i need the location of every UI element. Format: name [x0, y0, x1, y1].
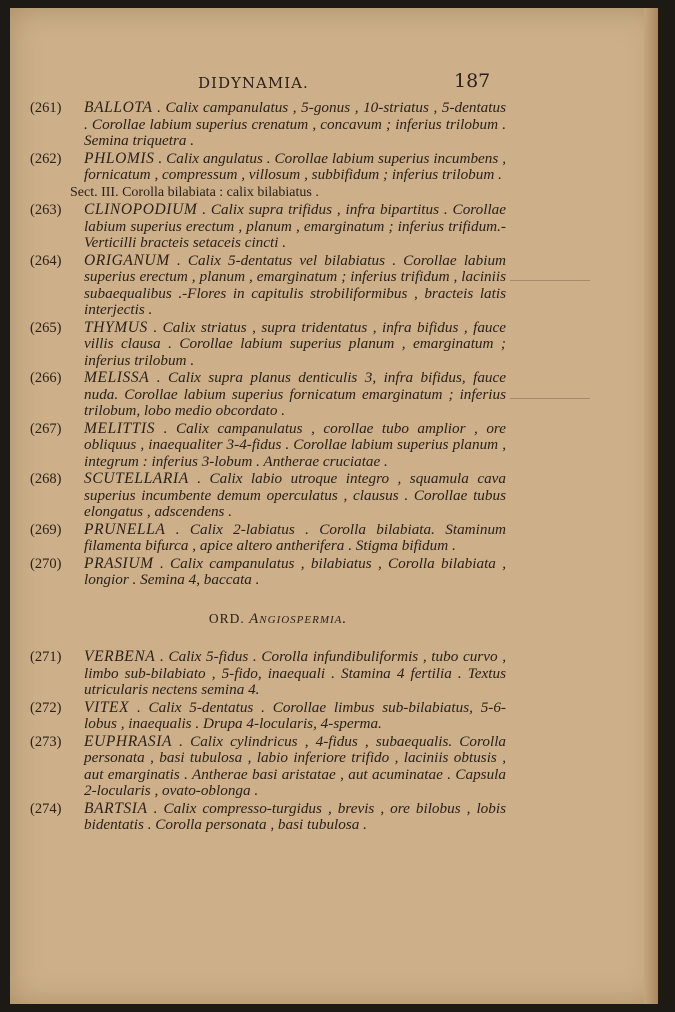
entry-number: (273) — [30, 733, 62, 750]
order-prefix: ORD. — [208, 610, 245, 626]
entry-text: . Calix labio utroque integro , squamula cava superius incumbente demum operculatus , clausus . Corollae tubus elongatus , adscendens . — [84, 470, 507, 520]
entry-number: (262) — [30, 150, 62, 167]
entry-genus: CLINOPODIUM — [84, 201, 198, 218]
entry-number: (274) — [30, 800, 62, 817]
entry-genus: MELISSA — [84, 369, 150, 386]
genus-entry — [30, 734, 506, 800]
genus-entry — [30, 700, 506, 733]
entry-genus: BALLOTA — [84, 99, 153, 116]
entry-genus: MELITTIS — [84, 419, 156, 437]
entry-text: . Calix campanulatus , 5-gonus , 10-striatus , 5-dentatus . Corollae labium superius crenatum , concavum ; inferius trilobum . Semina triquetra . — [84, 99, 506, 149]
entry-genus: EUPHRASIA — [84, 732, 173, 750]
genus-entry — [30, 471, 506, 521]
genus-entry — [30, 202, 506, 252]
entry-number: (266) — [30, 370, 62, 386]
entry-genus: BARTSIA — [84, 799, 148, 817]
genus-entry — [30, 151, 506, 184]
entry-text: . Calix angulatus . Corollae labium superius incumbens , fornicatum , compressum , villosum , subbifidum ; inferius trilobum . — [84, 149, 507, 183]
entry-genus: PHLOMIS — [84, 149, 155, 167]
genus-entry — [30, 522, 506, 555]
order-heading — [50, 611, 506, 628]
entry-text: . Calix compresso-turgidus , brevis , ore bilobus , lobis bidentatis . Corolla personata , basi tubulosa . — [84, 799, 506, 833]
page-number: 187 — [454, 70, 491, 92]
entries-after-order — [30, 649, 506, 834]
entry-text: . Calix supra planus denticulis 3, infra bifidus, fauce nuda. Corollae labium superius fornicatum emarginatum ; inferius trilobum, lobo medio obcordato . — [84, 369, 507, 419]
genus-entry — [30, 100, 506, 150]
running-head — [10, 70, 658, 96]
page-edge — [644, 8, 658, 1004]
entry-number: (267) — [30, 420, 62, 437]
genus-entry — [30, 370, 506, 420]
entry-text: . Calix 2-labiatus . Corolla bilabiata. Staminum filamenta bifurca , apice altero antherifera . Stigma bifidum . — [84, 520, 507, 554]
entry-number: (261) — [30, 100, 62, 116]
bleed-through-line — [510, 280, 590, 281]
book-page — [10, 8, 658, 1004]
bleed-through-line — [510, 398, 590, 399]
genus-entry — [30, 649, 506, 699]
entry-number: (265) — [30, 319, 62, 336]
entry-number: (270) — [30, 555, 62, 572]
entry-number: (271) — [30, 649, 62, 665]
page-content — [30, 100, 506, 835]
entry-genus: SCUTELLARIA — [84, 470, 189, 487]
order-name: Angiospermia. — [249, 610, 348, 627]
genus-entry — [30, 421, 506, 471]
entry-genus: THYMUS — [84, 318, 148, 336]
entry-text: . Calix 5-dentatus . Corollae limbus sub-bilabiatus, 5-6-lobus , inaequalis . Drupa 4-locularis, 4-sperma. — [84, 698, 506, 732]
entry-text: . Calix cylindricus , 4-fidus , subaequalis. Corolla personata , basi tubulosa , labio inferiore trifido , laciniis obtusis , aut emarginatis . Antherae basi aristatae , aut acuminatae . Capsula 2-locularis , ovato-oblonga . — [84, 732, 507, 799]
entry-number: (264) — [30, 252, 62, 269]
entry-text: . Calix striatus , supra tridentatus , infra bifidus , fauce villis clausa . Corollae labium superius planum , emarginatum ; inferius trilobum . — [84, 318, 506, 369]
entry-text: . Calix campanulatus , bilabiatus , Corolla bilabiata , longior . Semina 4, baccata . — [84, 554, 507, 588]
entry-text: . Calix 5-dentatus vel bilabiatus . Corollae labium superius erectum , planum , emarginatum ; inferius trifidum , laciniis subaequalibus .-Flores in capitulis strobiliformibus , bracteis latis interjectis . — [84, 251, 507, 318]
entries-section — [30, 202, 506, 589]
genus-entry — [30, 253, 506, 319]
entry-genus: ORIGANUM — [84, 251, 170, 269]
entry-number: (269) — [30, 521, 62, 538]
entry-genus: PRASIUM — [84, 554, 154, 572]
entry-genus: VITEX — [84, 698, 130, 716]
entry-text: . Calix supra trifidus , infra bipartitus . Corollae labium superius erectum , planum , emarginatum ; inferius trifidum.-Verticilli bracteis setaceis cincti . — [84, 201, 506, 251]
entry-genus: PRUNELLA — [84, 520, 166, 538]
entry-genus: VERBENA — [84, 648, 156, 665]
entry-number: (263) — [30, 202, 62, 218]
genus-entry — [30, 320, 506, 370]
entry-number: (272) — [30, 699, 62, 716]
entry-number: (268) — [30, 471, 62, 487]
entry-text: . Calix 5-fidus . Corolla infundibuliformis , tubo curvo , limbo sub-bilabiato , 5-fido, inaequali . Stamina 4 fertilia . Textus utricularis nectens semina 4. — [84, 648, 507, 698]
entry-text: . Calix campanulatus , corollae tubo amplior , ore obliquus , inaequaliter 3-4-fidus . Corollae labium superius planum , integrum : inferius 3-lobum . Antherae cruciatae . — [84, 419, 507, 470]
running-title: DIDYNAMIA. — [198, 74, 309, 92]
genus-entry — [30, 801, 506, 834]
entries-before-section — [30, 100, 506, 184]
genus-entry — [30, 556, 506, 589]
section-heading: Sect. III. Corolla bilabiata : calix bilabiatus . — [70, 184, 319, 200]
